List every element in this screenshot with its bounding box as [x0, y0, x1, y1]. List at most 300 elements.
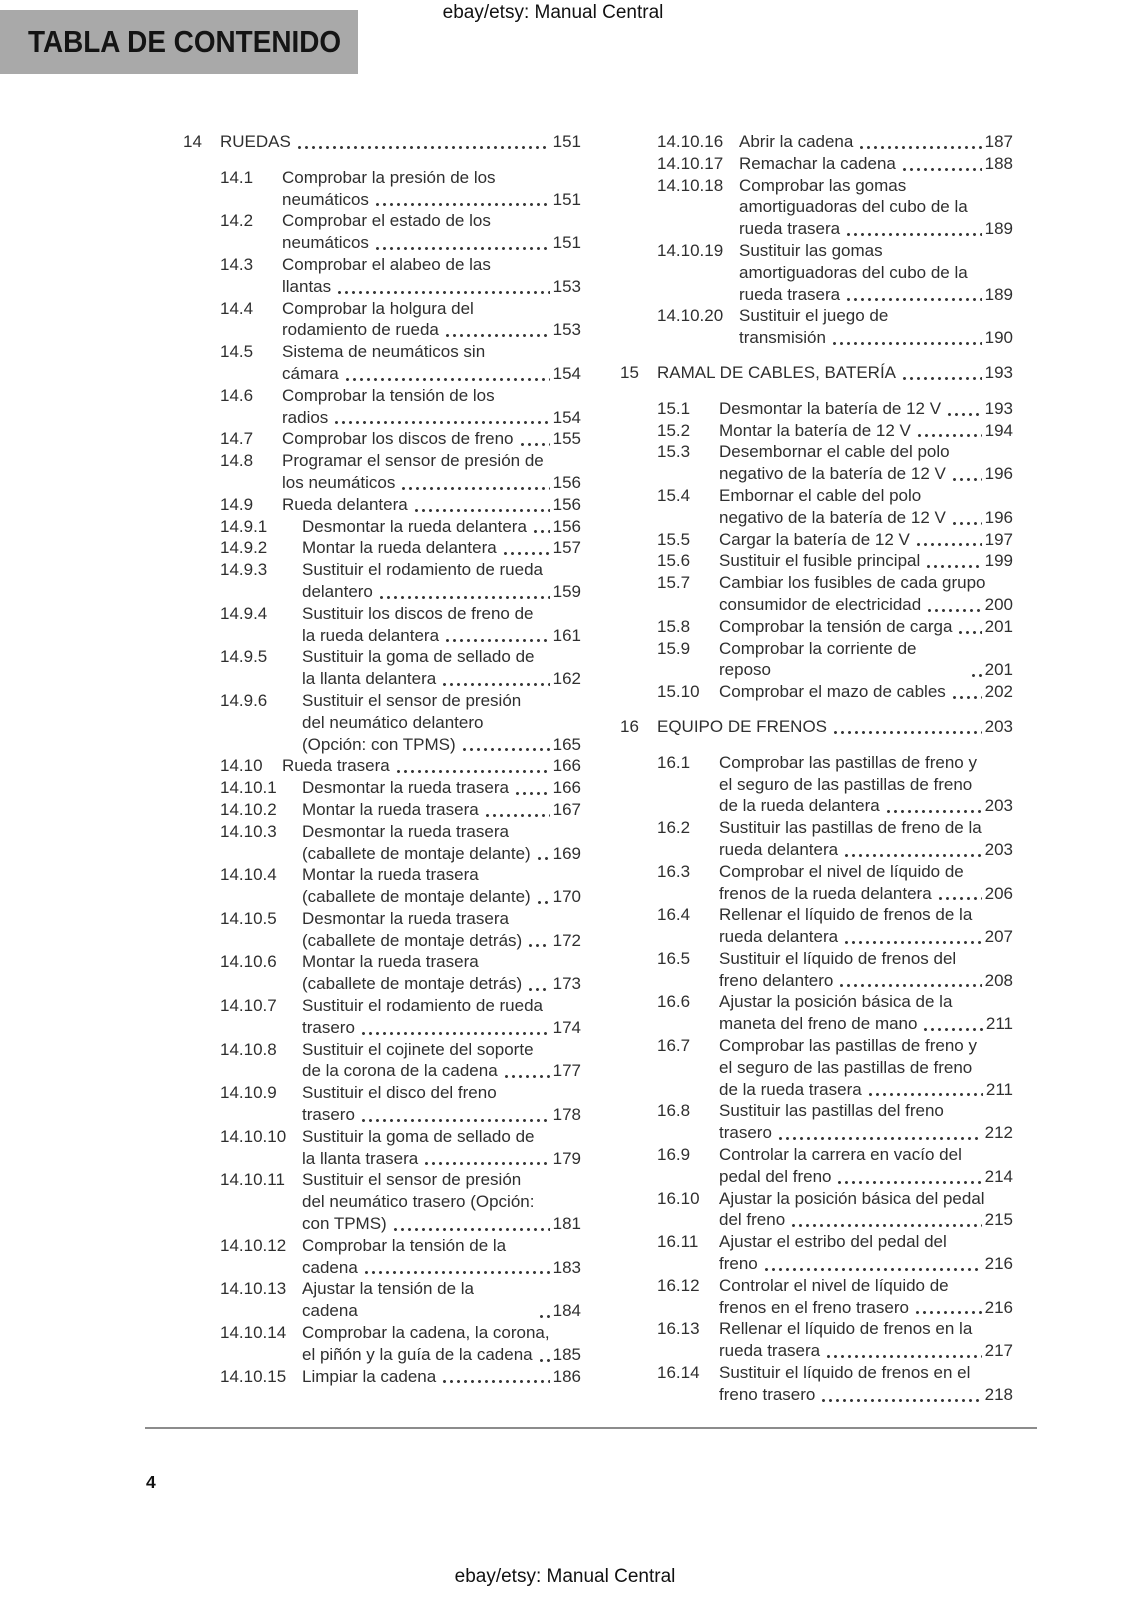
toc-entry — [183, 646, 581, 690]
toc-entry-title-line: negativo de la batería de 12 V — [719, 507, 946, 527]
toc-entry-page: 189 — [984, 219, 1013, 239]
toc-entry — [620, 904, 1013, 948]
dot-leader — [825, 1354, 982, 1359]
page-heading: TABLA DE CONTENIDO — [28, 24, 342, 59]
dot-leader — [937, 896, 982, 901]
toc-entry-title-line: Comprobar la cadena, la corona, — [302, 1323, 550, 1343]
toc-entry-title-line: trasero — [302, 1105, 355, 1125]
toc-entry-number: 16.7 — [657, 1036, 691, 1056]
toc-entry — [620, 485, 1013, 529]
toc-entry — [620, 175, 1013, 240]
toc-entry-title-line: Sustituir los discos de freno de — [302, 603, 534, 623]
toc-entry — [620, 153, 1013, 175]
toc-entry-number: 14.10.15 — [220, 1366, 287, 1386]
toc-entry-title-line: amortiguadoras del cubo de la — [739, 262, 968, 282]
toc-entry-page: 207 — [984, 927, 1013, 947]
toc-entry-title-line: Ajustar la posición básica de la — [719, 992, 953, 1012]
toc-entry — [183, 603, 581, 647]
toc-column-right — [620, 131, 1013, 1406]
toc-entry — [620, 420, 1013, 442]
toc-entry-page: 212 — [984, 1123, 1013, 1143]
toc-entry-title-line: Sustituir el líquido de frenos en el — [719, 1363, 971, 1383]
toc-entry — [183, 821, 581, 865]
dot-leader — [970, 673, 982, 678]
toc-entry-number: 14.10.20 — [657, 306, 724, 326]
dot-leader — [344, 377, 550, 382]
toc-entry-page: 181 — [552, 1214, 581, 1234]
toc-entry-title-line: (caballete de montaje detrás) — [302, 974, 523, 994]
toc-entry — [183, 951, 581, 995]
dot-leader — [378, 595, 550, 600]
toc-entry-title-line: Comprobar la holgura del — [282, 298, 474, 318]
toc-entry-number: 15.8 — [657, 616, 691, 636]
toc-entry-number: 16.13 — [657, 1319, 700, 1339]
dot-leader — [363, 1270, 550, 1275]
toc-entry — [620, 1144, 1013, 1188]
toc-entry-title-line: Cargar la batería de 12 V — [719, 529, 910, 549]
dot-leader — [441, 682, 549, 687]
toc-entry-page: 203 — [984, 796, 1013, 816]
toc-entry-page: 200 — [984, 594, 1013, 614]
toc-entry-number: 14.9.1 — [220, 516, 268, 536]
dot-leader — [845, 297, 982, 302]
toc-entry-number: 16.6 — [657, 992, 691, 1012]
toc-entry-page: 189 — [984, 284, 1013, 304]
toc-entry-number: 15.6 — [657, 551, 691, 571]
toc-entry-page: 184 — [552, 1301, 581, 1321]
toc-entry-title-line: rueda trasera — [739, 284, 841, 304]
toc-entry-page: 151 — [552, 189, 581, 209]
dot-leader — [536, 900, 550, 905]
toc-entry — [183, 1126, 581, 1170]
dot-leader — [858, 145, 981, 150]
toc-entry — [620, 1318, 1013, 1362]
dot-leader — [845, 232, 982, 237]
dot-leader — [951, 477, 982, 482]
toc-entry-title-line: Rellenar el líquido de frenos de la — [719, 905, 973, 925]
toc-entry — [183, 516, 581, 538]
toc-entry-page: 153 — [552, 276, 581, 296]
toc-entry-title-line: Montar la rueda trasera — [302, 799, 479, 819]
toc-entry-number: 15.1 — [657, 398, 691, 418]
dot-leader — [914, 1310, 982, 1315]
dot-leader — [790, 1223, 981, 1228]
toc-entry — [620, 1188, 1013, 1232]
dot-leader — [444, 638, 550, 643]
toc-entry-title-line: Comprobar la presión de los — [282, 167, 496, 187]
toc-entry — [620, 240, 1013, 305]
dot-leader — [527, 943, 549, 948]
dot-leader — [532, 529, 550, 534]
toc-entry-title-line: freno trasero — [719, 1384, 816, 1404]
toc-entry — [183, 777, 581, 799]
toc-entry-page: 211 — [985, 1014, 1013, 1034]
toc-entry-page: 159 — [552, 581, 581, 601]
toc-entry-page: 214 — [984, 1166, 1013, 1186]
toc-entry — [620, 550, 1013, 572]
toc-entry-page: 166 — [552, 756, 581, 776]
dot-leader — [915, 542, 982, 547]
toc-entry-number: 16.12 — [657, 1275, 700, 1295]
toc-entry-title-line: rueda trasera — [739, 219, 841, 239]
dot-leader — [922, 1027, 982, 1032]
dot-leader — [820, 1398, 981, 1403]
toc-entry-title-line: frenos en el freno trasero — [719, 1297, 909, 1317]
toc-entry-page: 174 — [552, 1017, 581, 1037]
toc-entry-title-line: la llanta trasera — [302, 1148, 419, 1168]
toc-entry-title-line: freno — [719, 1254, 758, 1274]
toc-entry-page: 172 — [552, 930, 581, 950]
toc-entry-number: 16.3 — [657, 861, 691, 881]
toc-entry-number: 14.2 — [220, 211, 254, 231]
toc-entry-number: 14.10.4 — [220, 865, 277, 885]
toc-entry-number: 14.10.3 — [220, 821, 277, 841]
toc-entry-title-line: Sustituir el rodamiento de rueda — [302, 560, 543, 580]
toc-entry-title-line: Programar el sensor de presión de — [282, 451, 544, 471]
toc-entry-page: 215 — [984, 1210, 1013, 1230]
toc-entry-title-line: pedal del freno — [719, 1166, 832, 1186]
toc-entry-title-line: (caballete de montaje delante) — [302, 843, 531, 863]
toc-entry-title-line: la llanta delantera — [302, 669, 437, 689]
toc-entry-page: 156 — [552, 472, 581, 492]
toc-entry-page: 199 — [984, 551, 1013, 571]
toc-entry — [183, 1278, 581, 1322]
toc-entry-title-line: rueda delantera — [719, 927, 839, 947]
dot-leader — [374, 202, 550, 207]
dot-leader — [514, 791, 550, 796]
toc-entry — [183, 1235, 581, 1279]
toc-entry — [620, 638, 1013, 682]
toc-entry-number: 14.10.1 — [220, 778, 277, 798]
toc-entry-number: 14.9.5 — [220, 647, 268, 667]
toc-entry — [183, 254, 581, 298]
toc-entry-title-line: consumidor de electricidad — [719, 594, 922, 614]
toc-entry — [183, 450, 581, 494]
toc-entry-title-line: llantas — [282, 276, 332, 296]
toc-entry-title-line: Rueda trasera — [282, 756, 390, 776]
dot-leader — [916, 433, 982, 438]
toc-entry-title-line: Sustituir las pastillas del freno — [719, 1101, 944, 1121]
toc-entry-title-line: Sustituir las gomas — [739, 240, 883, 260]
toc-entry — [183, 494, 581, 516]
toc-entry-page: 201 — [984, 616, 1013, 636]
toc-entry-number: 14.8 — [220, 451, 254, 471]
footer-doc-title: ebay/etsy: Manual Central — [454, 1566, 676, 1587]
toc-entry-page: 167 — [552, 799, 581, 819]
dot-leader — [538, 1314, 550, 1319]
toc-entry — [620, 398, 1013, 420]
toc-entry-page: 173 — [552, 974, 581, 994]
toc-entry — [620, 681, 1013, 703]
dot-leader — [925, 564, 981, 569]
toc-entry-title-line: Comprobar las gomas — [739, 175, 907, 195]
toc-entry-title-line: Desmontar la rueda trasera — [302, 908, 509, 928]
toc-entry — [183, 341, 581, 385]
toc-entry-page: 161 — [552, 625, 581, 645]
toc-entry — [183, 690, 581, 755]
toc-entry-number: 14.6 — [220, 385, 254, 405]
toc-chapter-entry — [620, 362, 1013, 384]
toc-entry-number: 14.10.6 — [220, 952, 277, 972]
toc-entry-title-line: Cambiar los fusibles de cada grupo — [719, 573, 986, 593]
toc-entry-page: 162 — [552, 669, 581, 689]
toc-entry-title-line: Sustituir el rodamiento de rueda — [302, 996, 543, 1016]
toc-entry-page: 179 — [552, 1148, 581, 1168]
toc-entry — [620, 1231, 1013, 1275]
dot-leader — [333, 420, 549, 425]
dot-leader — [836, 1180, 981, 1185]
toc-entry-title-line: los neumáticos — [282, 472, 396, 492]
toc-entry-page: 170 — [552, 887, 581, 907]
toc-entry-title-line: Rueda delantera — [282, 494, 408, 514]
dot-leader — [519, 442, 550, 447]
toc-entry-title-line: Limpiar la cadena — [302, 1366, 437, 1386]
toc-entry-title-line: del neumático trasero (Opción: — [302, 1192, 535, 1212]
toc-entry-title-line: Desmontar la rueda trasera — [302, 821, 509, 841]
toc-entry — [620, 529, 1013, 551]
toc-entry-title-line: Sistema de neumáticos sin — [282, 342, 486, 362]
dot-leader — [831, 341, 982, 346]
toc-entry-title-line: neumáticos — [282, 233, 369, 253]
toc-entry-number: 14.10.5 — [220, 908, 277, 928]
dot-leader — [441, 1379, 549, 1384]
toc-entry-page: 154 — [552, 363, 581, 383]
dot-leader — [901, 376, 982, 381]
toc-entry-title-line: Rellenar el líquido de frenos en la — [719, 1319, 973, 1339]
toc-entry — [183, 995, 581, 1039]
toc-entry-title-line: cámara — [282, 363, 339, 383]
toc-entry-number: 14.5 — [220, 342, 254, 362]
toc-entry-page: 165 — [552, 734, 581, 754]
toc-entry — [183, 210, 581, 254]
toc-entry-number: 15.5 — [657, 529, 691, 549]
toc-entry-page: 193 — [984, 362, 1013, 382]
toc-entry-title-line: Montar la rueda trasera — [302, 952, 479, 972]
toc-entry-title-line: el seguro de las pastillas de freno — [719, 774, 973, 794]
toc-entry — [620, 752, 1013, 817]
toc-entry-number: 15.3 — [657, 442, 691, 462]
toc-entry-number: 14.3 — [220, 254, 254, 274]
toc-entry-title-line: Controlar el nivel de líquido de — [719, 1275, 949, 1295]
toc-entry-number: 14 — [183, 132, 202, 151]
dot-leader — [527, 987, 549, 992]
toc-entry-number: 14.10.14 — [220, 1323, 287, 1343]
toc-entry-title-line: Remachar la cadena — [739, 153, 896, 173]
toc-entry-title-line: trasero — [719, 1123, 772, 1143]
toc-entry-page: 183 — [552, 1257, 581, 1277]
toc-entry-number: 16.9 — [657, 1145, 691, 1165]
toc-entry-title-line: negativo de la batería de 12 V — [719, 464, 946, 484]
toc-entry — [183, 1039, 581, 1083]
toc-entry — [620, 1362, 1013, 1406]
toc-entry-title-line: Controlar la carrera en vacío del — [719, 1145, 962, 1165]
dot-leader — [538, 1358, 550, 1363]
toc-entry-title-line: del neumático delantero — [302, 712, 484, 732]
toc-entry-title-line: de la corona de la cadena — [302, 1061, 498, 1081]
toc-entry-title-line: rueda delantera — [719, 839, 839, 859]
toc-entry-page: 202 — [984, 682, 1013, 702]
toc-entry-number: 16.10 — [657, 1188, 700, 1208]
toc-entry-title-line: cadena — [302, 1257, 358, 1277]
dot-leader — [951, 521, 982, 526]
toc-entry-page: 154 — [552, 407, 581, 427]
dot-leader — [502, 551, 550, 556]
toc-entry-page: 208 — [984, 970, 1013, 990]
toc-entry — [620, 991, 1013, 1035]
toc-entry-number: 16.1 — [657, 752, 691, 772]
page-heading-box — [0, 10, 358, 74]
toc-entry — [620, 1275, 1013, 1319]
toc-entry-page: 218 — [984, 1384, 1013, 1404]
toc-entry-page: 206 — [984, 883, 1013, 903]
toc-entry-title-line: radios — [282, 407, 329, 427]
toc-entry-number: 16 — [620, 716, 639, 736]
toc-entry-title-line: Desmontar la rueda delantera — [302, 516, 527, 536]
toc-entry — [183, 1082, 581, 1126]
toc-entry — [620, 1035, 1013, 1100]
dot-leader — [946, 412, 982, 417]
toc-entry-title-line: Sustituir el fusible principal — [719, 551, 921, 571]
toc-entry-title-line: trasero — [302, 1017, 355, 1037]
toc-entry-title-line: el seguro de las pastillas de freno — [719, 1057, 973, 1077]
toc-entry-title-line: Montar la rueda trasera — [302, 865, 479, 885]
dot-leader — [843, 940, 982, 945]
toc-entry-number: 14.10.17 — [657, 153, 724, 173]
toc-entry-number: 16.11 — [657, 1232, 699, 1252]
toc-entry — [183, 1366, 581, 1388]
toc-entry-title-line: Montar la rueda delantera — [302, 538, 497, 558]
toc-chapter-entry — [620, 716, 1013, 738]
toc-entry-number: 16.5 — [657, 948, 691, 968]
toc-entry-title-line: EQUIPO DE FRENOS — [657, 716, 828, 736]
header-doc-title: ebay/etsy: Manual Central — [442, 2, 664, 23]
dot-leader — [926, 608, 981, 613]
footer-rule — [145, 1427, 1037, 1429]
footer-page-number: 4 — [146, 1472, 156, 1492]
toc-entry-number: 16.4 — [657, 905, 691, 925]
toc-entry-number: 15.9 — [657, 638, 691, 658]
toc-entry — [183, 559, 581, 603]
toc-entry-number: 14.9.3 — [220, 560, 268, 580]
toc-entry — [620, 948, 1013, 992]
toc-entry-title-line: Embornar el cable del polo — [719, 485, 922, 505]
toc-entry-title-line: Sustituir la goma de sellado de — [302, 647, 535, 667]
toc-entry-title-line: Sustituir la goma de sellado de — [302, 1126, 535, 1146]
toc-entry-number: 14.10.8 — [220, 1039, 277, 1059]
toc-entry — [183, 298, 581, 342]
toc-entry-page: 153 — [552, 320, 581, 340]
toc-entry — [183, 385, 581, 429]
toc-entry-title-line: Comprobar el estado de los — [282, 211, 491, 231]
toc-entry-page: 186 — [552, 1366, 581, 1386]
toc-entry-title-line: freno delantero — [719, 970, 834, 990]
toc-entry-number: 14.9 — [220, 494, 254, 514]
toc-entry-page: 190 — [984, 328, 1013, 348]
dot-leader — [360, 1118, 550, 1123]
toc-entry-title-line: Sustituir el sensor de presión — [302, 1170, 522, 1190]
toc-entry — [183, 1322, 581, 1366]
toc-entry-title-line: Ajustar la posición básica del pedal — [719, 1188, 985, 1208]
toc-entry-page: 196 — [984, 464, 1013, 484]
toc-entry-title-line: Comprobar las pastillas de freno y — [719, 1036, 977, 1056]
toc-entry-title-line: Ajustar la tensión de la cadena — [302, 1279, 474, 1321]
dot-leader — [296, 145, 550, 150]
toc-entry-page: 177 — [552, 1061, 581, 1081]
toc-entry — [183, 799, 581, 821]
toc-entry-title-line: Desembornar el cable del polo — [719, 442, 950, 462]
dot-leader — [395, 769, 550, 774]
toc-entry-number: 14.10.7 — [220, 996, 277, 1016]
toc-entry-title-line: Sustituir el cojinete del soporte — [302, 1039, 534, 1059]
toc-entry-page: 196 — [984, 507, 1013, 527]
toc-entry — [620, 861, 1013, 905]
toc-entry-number: 14.9.4 — [220, 603, 268, 623]
toc-entry-title-line: Comprobar la tensión de carga — [719, 616, 953, 636]
toc-entry-page: 169 — [552, 843, 581, 863]
dot-leader — [360, 1031, 550, 1036]
toc-entry-title-line: (Opción: con TPMS) — [302, 734, 456, 754]
toc-entry-number: 15 — [620, 362, 639, 382]
dot-leader — [392, 1227, 550, 1232]
dot-leader — [867, 1092, 983, 1097]
dot-leader — [400, 486, 549, 491]
toc-entry-number: 14.10.19 — [657, 240, 724, 260]
toc-entry-number: 14.4 — [220, 298, 254, 318]
toc-entry-page: 151 — [552, 132, 581, 151]
toc-entry-page: 166 — [552, 778, 581, 798]
toc-entry-title-line: Comprobar la corriente de reposo — [719, 638, 917, 680]
dot-leader — [536, 856, 550, 861]
toc-entry-title-line: con TPMS) — [302, 1214, 387, 1234]
toc-entry-page: 194 — [984, 420, 1013, 440]
toc-entry-number: 14.10.2 — [220, 799, 277, 819]
toc-entry-title-line: Montar la batería de 12 V — [719, 420, 911, 440]
toc-entry-page: 151 — [552, 233, 581, 253]
toc-entry-page: 216 — [984, 1254, 1013, 1274]
toc-entry — [183, 864, 581, 908]
toc-entry-page: 201 — [984, 660, 1013, 680]
toc-entry — [183, 755, 581, 777]
toc-entry-number: 15.7 — [657, 573, 691, 593]
toc-chapter-entry — [183, 131, 581, 153]
dot-leader — [885, 809, 982, 814]
toc-entry-title-line: Abrir la cadena — [739, 132, 854, 151]
toc-entry-number: 14.10.18 — [657, 175, 724, 195]
toc-entry-page: 157 — [552, 538, 581, 558]
toc-entry-number: 14.10 — [220, 756, 263, 776]
toc-entry-title-line: Sustituir las pastillas de freno de la — [719, 818, 982, 838]
toc-entry-title-line: de la rueda trasera — [719, 1079, 862, 1099]
dot-leader — [832, 730, 982, 735]
dot-leader — [957, 630, 981, 635]
toc-entry — [620, 572, 1013, 616]
toc-entry-page: 185 — [552, 1344, 581, 1364]
toc-entry-title-line: Sustituir el líquido de frenos del — [719, 948, 957, 968]
toc-entry-title-line: Comprobar los discos de freno — [282, 429, 514, 449]
toc-entry-page: 217 — [984, 1341, 1013, 1361]
toc-entry — [183, 428, 581, 450]
dot-leader — [763, 1267, 982, 1272]
toc-entry-title-line: (caballete de montaje detrás) — [302, 930, 523, 950]
toc-entry-title-line: Sustituir el juego de — [739, 306, 889, 326]
toc-entry-number: 14.10.13 — [220, 1279, 287, 1299]
dot-leader — [374, 246, 550, 251]
toc-entry-title-line: del freno — [719, 1210, 786, 1230]
toc-entry-title-line: rueda trasera — [719, 1341, 821, 1361]
toc-entry-title-line: neumáticos — [282, 189, 369, 209]
toc-entry-page: 203 — [984, 839, 1013, 859]
toc-entry-page: 197 — [984, 529, 1013, 549]
